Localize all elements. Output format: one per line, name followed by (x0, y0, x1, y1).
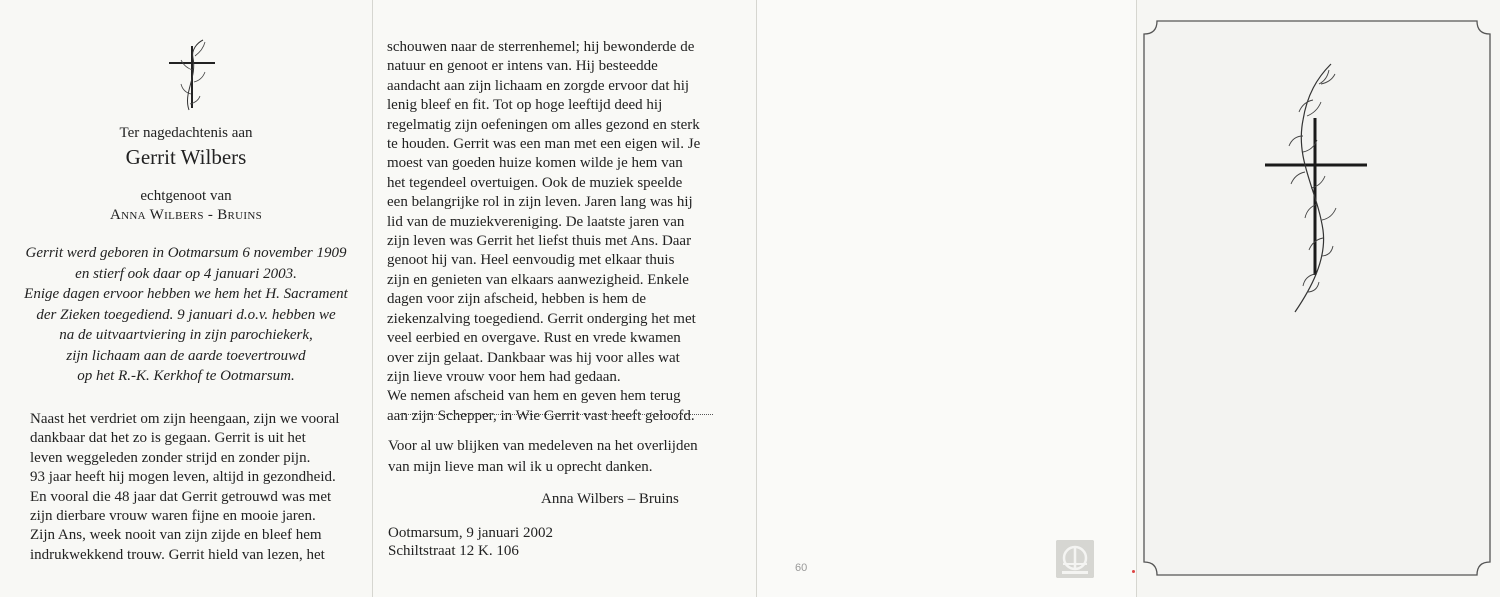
text-line: lenig bleef en fit. Tot op hoge leeftijd deed hij (387, 97, 663, 114)
fold-line (756, 0, 757, 597)
fold-line (372, 0, 373, 597)
place-and-address (388, 524, 553, 560)
cross-icon (163, 38, 223, 113)
life-summary-line: Gerrit werd geboren in Ootmarsum 6 november 1909 (25, 245, 347, 261)
place-date: Ootmarsum, 9 januari 2002 (388, 525, 553, 541)
spouse-name: Anna Wilbers - Bruins (110, 207, 262, 223)
text-line: Voor al uw blijken van medeleven na het overlijden (388, 438, 698, 454)
spouse-intro: echtgenoot van (140, 188, 232, 204)
cross-icon (1255, 60, 1375, 320)
fold-line (1136, 0, 1137, 597)
text-line: Zijn Ans, week nooit van zijn zijde en bleef hem (30, 527, 322, 544)
publisher-logo-icon (1056, 540, 1094, 578)
text-line: over zijn gelaat. Dankbaar was hij voor alles wat (387, 349, 680, 366)
text-line: 93 jaar heeft hij mogen leven, altijd in gezondheid. (30, 469, 336, 486)
text-line: een belangrijke rol in zijn leven. Jaren lang was hij (387, 194, 693, 211)
text-line: het tegendeel overtuigen. Ook de muziek speelde (387, 174, 683, 191)
text-line: We nemen afscheid van hem en geven hem terug (387, 388, 681, 405)
text-line: zijn leven was Gerrit het liefst thuis met Ans. Daar (387, 233, 692, 250)
in-memoriam-text: Ter nagedachtenis aan (119, 125, 253, 141)
text-line: zijn lieve vrouw voor hem had gedaan. (387, 368, 621, 385)
text-line: van mijn lieve man wil ik u oprecht danken. (388, 459, 653, 475)
signature: Anna Wilbers – Bruins (541, 491, 679, 507)
life-summary-line: der Zieken toegediend. 9 januari d.o.v. hebben we (36, 306, 336, 323)
blank-panel (756, 0, 1136, 597)
red-mark (1132, 570, 1135, 573)
text-line: regelmatig zijn oefeningen om alles gezond en sterk (387, 116, 700, 133)
life-summary (0, 243, 372, 387)
text-line: dankbaar dat het zo is gegaan. Gerrit is uit het (30, 430, 306, 447)
text-line: veel eerbied en overgave. Rust en vrede kwamen (387, 330, 681, 347)
text-line: schouwen naar de sterrenhemel; hij bewonderde de (387, 39, 695, 55)
text-line: aan zijn Schepper, in Wie Gerrit vast heeft geloofd. (387, 407, 695, 424)
deceased-name: Gerrit Wilbers (125, 145, 247, 169)
text-line: genoot hij van. Heel eenvoudig met elkaar thuis (387, 252, 675, 269)
text-line: lid van de muziekvereniging. De laatste jaren van (387, 213, 685, 230)
text-line: dagen voor zijn afscheid, hebben is hem de (387, 291, 647, 308)
page-number: 60 (795, 562, 808, 574)
text-line: te houden. Gerrit was een man met een eigen wil. Je (387, 136, 701, 153)
text-line: En vooral die 48 jaar dat Gerrit getrouwd was met (30, 488, 332, 505)
text-line: indrukwekkend trouw. Gerrit hield van lezen, het (30, 546, 325, 563)
tribute-text-part2 (387, 38, 715, 426)
life-summary-line: en stierf ook daar op 4 januari 2003. (75, 265, 297, 282)
dotted-divider (400, 414, 713, 415)
address: Schiltstraat 12 K. 106 (388, 543, 519, 559)
life-summary-line: Enige dagen ervoor hebben we hem het H. Sacrament (24, 286, 348, 302)
text-line: Naast het verdriet om zijn heengaan, zijn we vooral (30, 411, 340, 427)
text-line: moest van goeden huize komen wilde je hem van (387, 155, 683, 172)
text-line: natuur en genoot er intens van. Hij besteedde (387, 58, 658, 75)
life-summary-line: zijn lichaam aan de aarde toevertrouwd (66, 347, 306, 364)
text-line: ziekenzalving toegediend. Gerrit onderging het met (387, 310, 696, 327)
text-line: aandacht aan zijn lichaam en zorgde ervoor dat hij (387, 77, 690, 94)
tribute-text-part1 (30, 410, 350, 565)
life-summary-line: op het R.-K. Kerkhof te Ootmarsum. (77, 368, 295, 384)
text-line: leven weggeleden zonder strijd en zonder pijn. (30, 449, 311, 466)
text-line: zijn dierbare vrouw waren fijne en mooie jaren. (30, 508, 316, 525)
thanks-text (388, 436, 718, 478)
life-summary-line: na de uitvaartviering in zijn parochiekerk, (59, 327, 313, 343)
text-line: zijn en genieten van elkaars aanwezigheid. Enkele (387, 271, 689, 288)
